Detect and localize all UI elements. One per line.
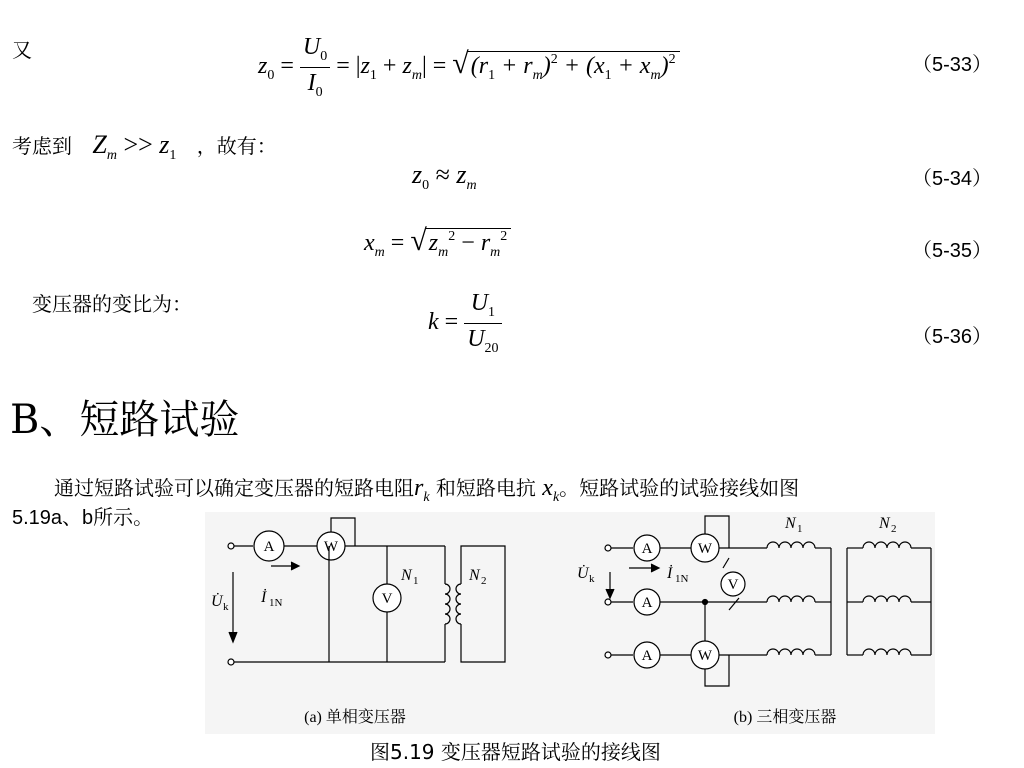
svg-text:N: N xyxy=(879,515,890,532)
svg-text:İ: İ xyxy=(261,589,267,606)
eq-fraction-u1-u20: $\frac{U_1}{U_{20}}$ xyxy=(464,290,501,357)
equation-number-5-35: （5-35） xyxy=(912,240,993,262)
figure-caption: 图5.19 变压器短路试验的接线图 xyxy=(370,740,661,764)
svg-text:N: N xyxy=(469,567,480,584)
equation-5-36: k = $\frac{U_1}{U_{20}}$ xyxy=(428,290,502,357)
circuit-svg xyxy=(205,512,935,734)
svg-text:N: N xyxy=(401,567,412,584)
caption-b: (b) 三相变压器 xyxy=(733,709,837,726)
svg-text:1: 1 xyxy=(413,575,419,587)
section-heading: B、短路试验 xyxy=(10,397,240,443)
intro-word: 又 xyxy=(12,38,32,62)
svg-text:1: 1 xyxy=(797,523,803,535)
svg-text:A: A xyxy=(641,648,653,664)
eq-z0: $z_0$ xyxy=(258,53,275,84)
equation-number-5-33: （5-33） xyxy=(912,54,993,76)
eq-fraction-u0-i0: $\frac{U_0}{I_0}$ xyxy=(300,34,330,101)
svg-text:U̇: U̇ xyxy=(577,565,589,582)
svg-text:A: A xyxy=(641,541,653,557)
svg-text:k: k xyxy=(223,601,229,613)
svg-text:V: V xyxy=(381,591,393,607)
caption-a: (a) 单相变压器 xyxy=(304,709,406,726)
svg-text:1N: 1N xyxy=(269,597,283,609)
svg-text:N: N xyxy=(785,515,796,532)
equation-number-5-34: （5-34） xyxy=(912,168,993,190)
svg-text:W: W xyxy=(697,541,713,557)
ammeter-label: A xyxy=(263,539,275,555)
paragraph-line-2: 5.19a、b所示。 xyxy=(12,507,154,529)
equation-5-35: $x_m = √z_m^2 - r_m^2$ xyxy=(364,224,511,261)
ratio-label: 变压器的变比为： xyxy=(32,292,192,316)
svg-text:U̇: U̇ xyxy=(211,593,223,610)
equation-5-33: $z_0$ = $\frac{U_0}{I_0}$ = $|z_1 + z_m| = √(r_1 + r_m)^2 + (x_1 + x_m)^2$ xyxy=(258,34,680,101)
equation-number-5-36: （5-36） xyxy=(912,326,993,348)
equation-5-34: $z_0 \approx z_m$ xyxy=(412,160,477,193)
figure-circuit-diagrams xyxy=(205,512,935,734)
svg-text:k: k xyxy=(589,573,595,585)
svg-text:İ: İ xyxy=(667,565,673,582)
svg-text:W: W xyxy=(323,539,339,555)
svg-text:1N: 1N xyxy=(675,573,689,585)
svg-text:A: A xyxy=(641,595,653,611)
consider-line: 考虑到 $Z_m >> z_1$ ，故有： xyxy=(12,130,277,163)
svg-text:2: 2 xyxy=(891,523,897,535)
svg-text:W: W xyxy=(697,648,713,664)
svg-text:2: 2 xyxy=(481,575,487,587)
svg-text:V: V xyxy=(727,577,739,593)
paragraph-line-1: 通过短路试验可以确定变压器的短路电阻$r_k$ 和短路电抗 $x_k$。短路试验的试验接线如图 xyxy=(54,475,800,505)
